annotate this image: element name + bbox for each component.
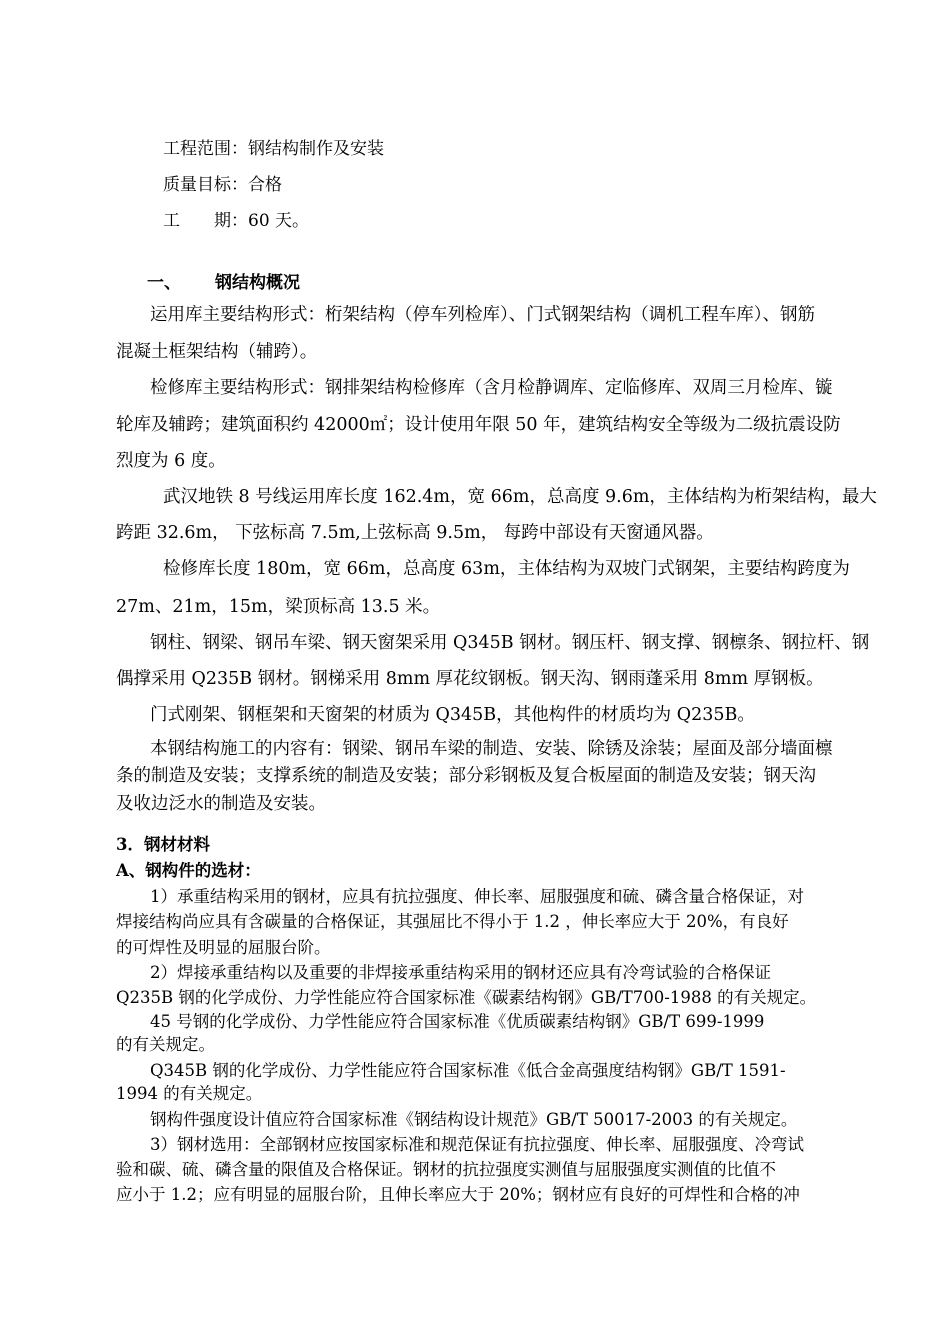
paragraph-line: 钢柱、钢梁、钢吊车梁、钢天窗架采用 Q345B 钢材。钢压杆、钢支撑、钢檩条、钢拉杆、钢 [150,633,870,653]
quality-target: 质量目标：合格 [163,175,282,195]
paragraph-line: 焊接结构尚应具有含碳量的合格保证，其强屈比不得小于 1.2 ，伸长率应大于 20%，有良好 [116,912,789,931]
paragraph-line: 钢构件强度设计值应符合国家标准《钢结构设计规范》GB/T 50017-2003 的有关规定。 [150,1110,798,1129]
paragraph-line: 本钢结构施工的内容有：钢梁、钢吊车梁的制造、安装、除锈及涂装；屋面及部分墙面檩 [150,739,833,759]
paragraph-line: 的可焊性及明显的屈服台阶。 [116,938,331,957]
paragraph-line: Q345B 钢的化学成份、力学性能应符合国家标准《低合金高强度结构钢》GB/T 1591- [150,1061,786,1080]
construction-period: 工 期：60 天。 [163,211,310,231]
paragraph-line: 27m、21m，15m，梁顶标高 13.5 米。 [116,597,441,617]
paragraph-line: 偶撑采用 Q235B 钢材。钢梯采用 8mm 厚花纹钢板。钢天沟、钢雨蓬采用 8mm 厚钢板。 [116,669,824,689]
paragraph-line: 1）承重结构采用的钢材，应具有抗拉强度、伸长率、屈服强度和硫、磷含量合格保证，对 [150,887,804,906]
project-scope: 工程范围：钢结构制作及安装 [163,139,384,159]
paragraph-line: 应小于 1.2；应有明显的屈服台阶，且伸长率应大于 20%；钢材应有良好的可焊性和合格的冲 [116,1185,800,1204]
paragraph-line: 门式刚架、钢框架和天窗架的材质为 Q345B，其他构件的材质均为 Q235B。 [150,705,755,725]
paragraph-line: 条的制造及安装；支撑系统的制造及安装；部分彩钢板及复合板屋面的制造及安装；钢天沟 [116,766,816,786]
paragraph-line: Q235B 钢的化学成份、力学性能应符合国家标准《碳素结构钢》GB/T700-1988 的有关规定。 [116,988,817,1007]
paragraph-line: 45 号钢的化学成份、力学性能应符合国家标准《优质碳素结构钢》GB/T 699-1999 [150,1012,765,1031]
paragraph-line: 的有关规定。 [116,1035,215,1054]
paragraph-line: 武汉地铁 8 号线运用库长度 162.4m，宽 66m，总高度 9.6m，主体结构为桁架结构，最大 [163,487,877,507]
paragraph-line: 1994 的有关规定。 [116,1084,263,1103]
paragraph-line: 3）钢材选用：全部钢材应按国家标准和规范保证有抗拉强度、伸长率、屈服强度、冷弯试 [150,1135,804,1154]
paragraph-line: 验和碳、硫、磷含量的限值及合格保证。钢材的抗拉强度实测值与屈服强度实测值的比值不 [116,1160,776,1179]
section3-subheading: A、钢构件的选材： [116,861,261,880]
section1-heading: 钢结构概况 [215,273,300,293]
paragraph-line: 运用库主要结构形式：桁架结构（停车列检库）、门式钢架结构（调机工程车库）、钢筋 [150,305,815,325]
paragraph-line: 2）焊接承重结构以及重要的非焊接承重结构采用的钢材还应具有冷弯试验的合格保证 [150,963,771,982]
paragraph-line: 检修库长度 180m，宽 66m，总高度 63m，主体结构为双坡门式钢架，主要结构跨度为 [163,559,850,579]
paragraph-line: 混凝土框架结构（辅跨）。 [116,342,318,362]
paragraph-line: 检修库主要结构形式：钢排架结构检修库（含月检静调库、定临修库、双周三月检库、镟 [150,378,833,398]
paragraph-line: 烈度为 6 度。 [116,451,226,471]
section1-number: 一、 [147,273,181,293]
paragraph-line: 跨距 32.6m， 下弦标高 7.5m,上弦标高 9.5m， 每跨中部设有天窗通风器。 [116,523,714,543]
section3-heading: 3．钢材材料 [116,835,210,854]
paragraph-line: 轮库及辅跨；建筑面积约 42000㎡；设计使用年限 50 年，建筑结构安全等级为二级抗震设防 [116,415,841,435]
paragraph-line: 及收边泛水的制造及安装。 [116,794,326,814]
